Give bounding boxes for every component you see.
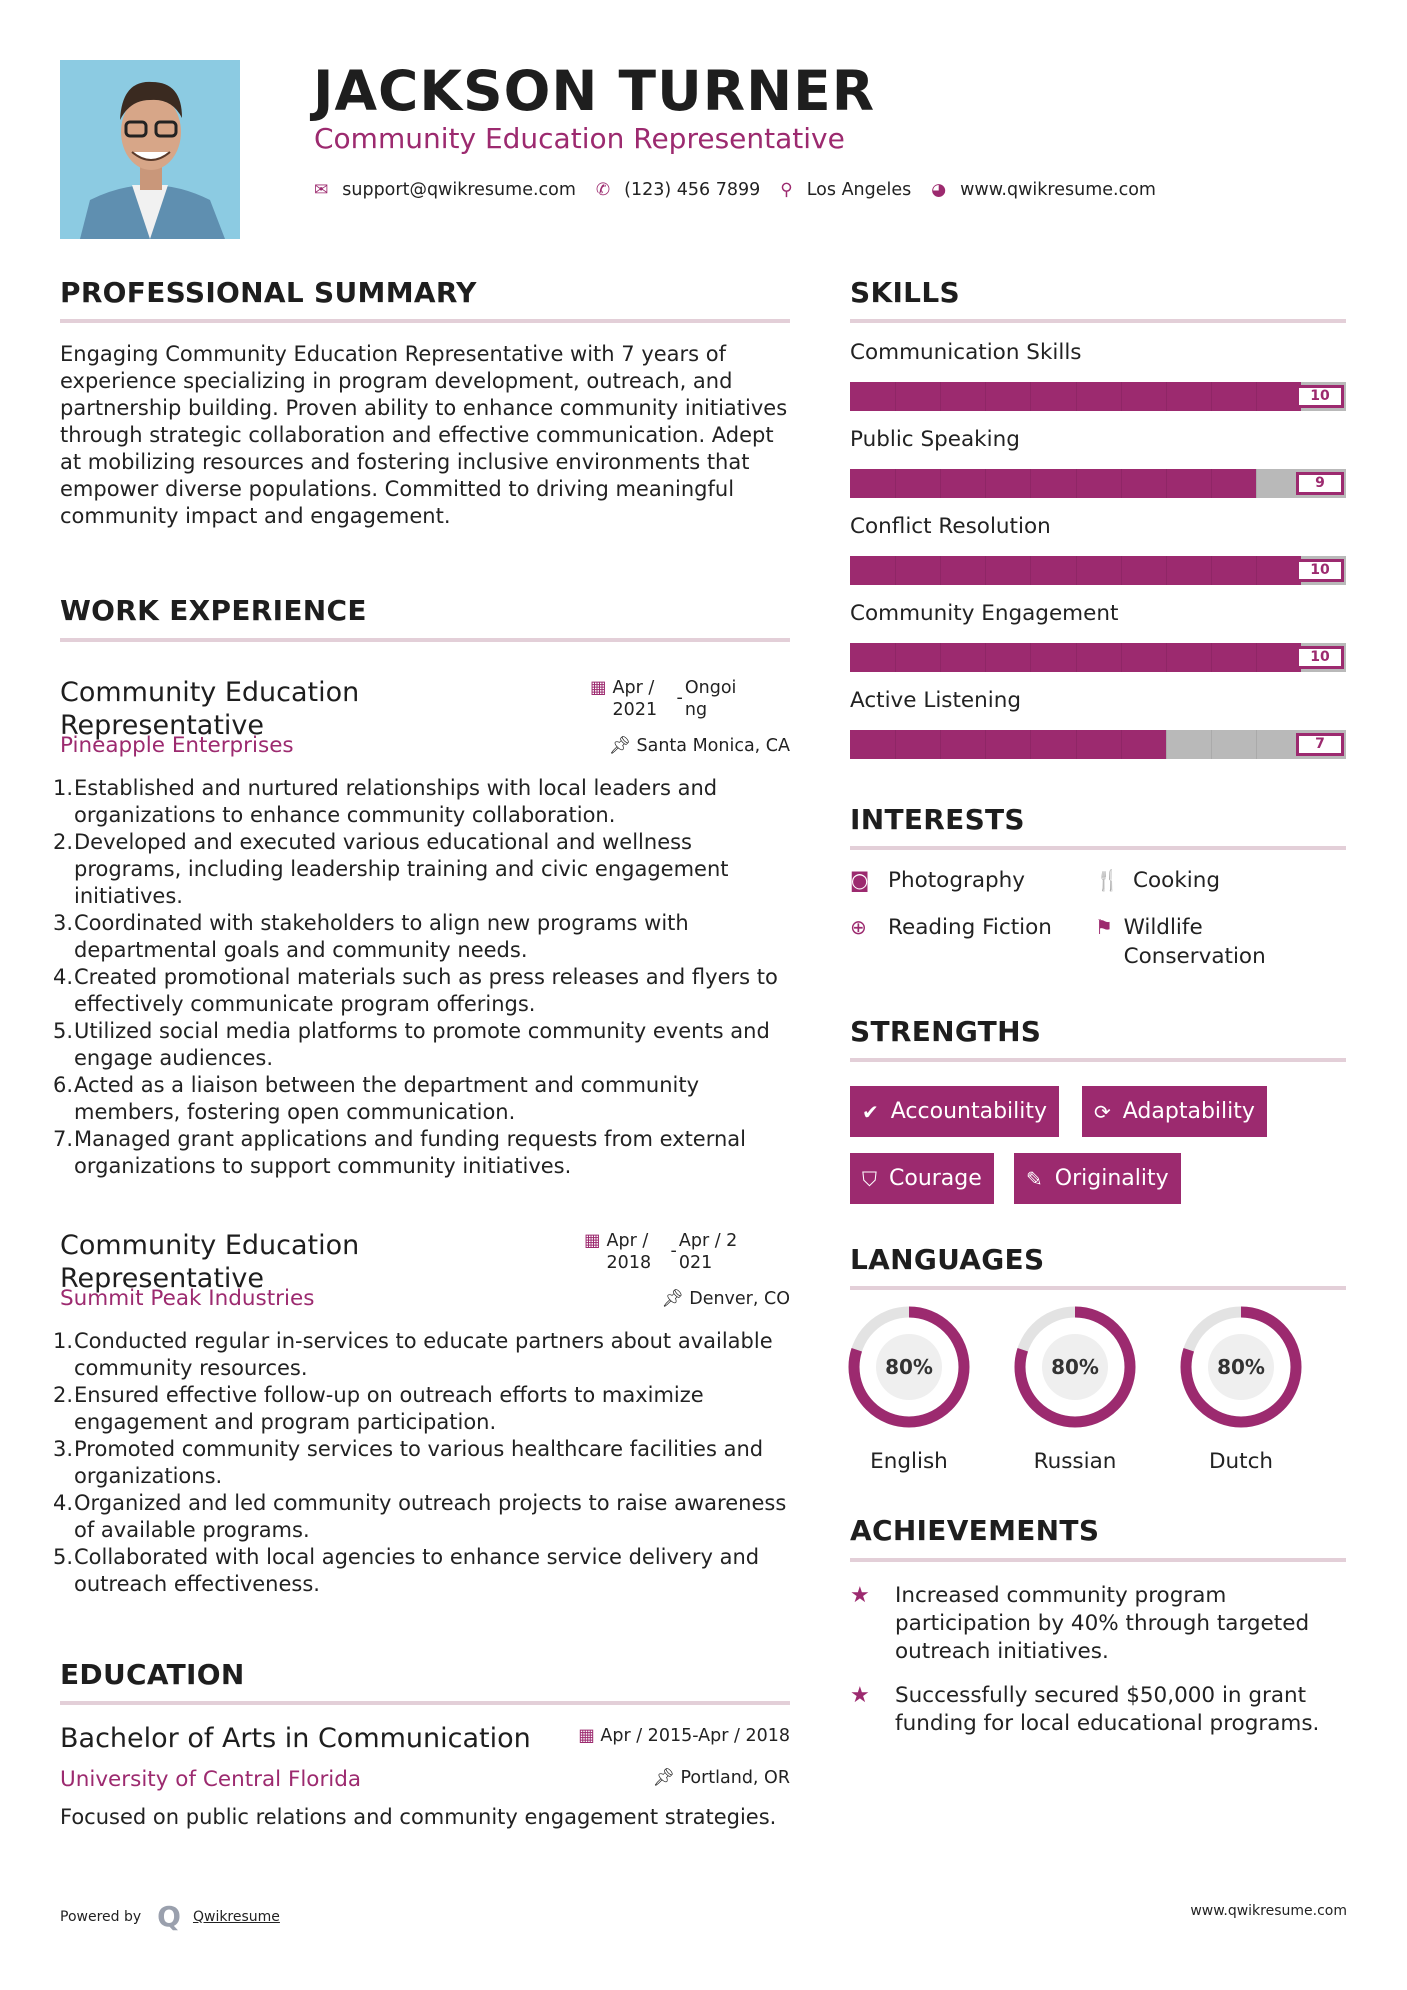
language-percent: 80%: [1051, 1355, 1099, 1379]
job-responsibilities: [55, 1328, 795, 1598]
section-divider: [850, 1286, 1346, 1290]
list-item: Created promotional materials such as press releases and flyers to effectively communicate program offerings.: [74, 965, 778, 1016]
skill-bar-segment: [1211, 469, 1212, 498]
skill-bar: [850, 469, 1346, 498]
qwikresume-logo-icon: Q: [157, 1900, 181, 1933]
interests-heading: INTERESTS: [850, 803, 1025, 836]
skill-value: 10: [1296, 646, 1344, 669]
skill-bar-segment: [1076, 556, 1077, 585]
skill-bar-segment: [1166, 469, 1167, 498]
skill-bar-segment: [895, 730, 896, 759]
interest-label: Reading Fiction: [888, 915, 1052, 940]
skill-label: Public Speaking: [850, 427, 1020, 452]
skill-bar-segment: [1256, 469, 1257, 498]
interest-item: [1095, 913, 1295, 971]
shield-icon: ⛉: [862, 1166, 877, 1191]
interest-item: [850, 913, 1090, 942]
list-item: Utilized social media platforms to promote community events and engage audiences.: [74, 1019, 770, 1070]
skill-label: Conflict Resolution: [850, 514, 1051, 539]
language-label: Dutch: [1208, 1449, 1274, 1474]
interest-item: [1095, 866, 1295, 895]
interest-item: [850, 866, 1090, 895]
education-dates-text: Apr / 2015-Apr / 2018: [600, 1726, 790, 1746]
skill-bar-segment: [985, 643, 986, 672]
check-circle-icon: ✔: [862, 1099, 879, 1124]
list-item: Promoted community services to various healthcare facilities and organizations.: [74, 1437, 764, 1488]
skill-bar-segment: [1076, 643, 1077, 672]
skill-bar-fill: [850, 469, 1256, 498]
pushpin-icon: 📌︎: [652, 1768, 681, 1788]
strength-chip: [1014, 1153, 1181, 1204]
list-item: Acted as a liaison between the department and community members, fostering open communication.: [74, 1073, 700, 1124]
list-item: Conducted regular in-services to educate partners about available community resources.: [74, 1329, 773, 1380]
date-end: Ongoing: [684, 678, 737, 720]
skill-bar-segment: [1166, 556, 1167, 585]
job-dates: [584, 1230, 739, 1274]
refresh-icon: ⟳: [1094, 1099, 1111, 1124]
star-icon: ★: [850, 1583, 870, 1608]
skill-bar: [850, 556, 1346, 585]
language-percent: 80%: [885, 1355, 933, 1379]
skill-value: 7: [1296, 733, 1344, 756]
skill-bar-segment: [1030, 643, 1031, 672]
skill-bar-segment: [940, 469, 941, 498]
skill-bar-segment: [895, 469, 896, 498]
language-item: [1000, 1305, 1150, 1474]
pushpin-icon: 📌︎: [608, 736, 637, 756]
skill-bar-segment: [895, 382, 896, 411]
achievement-text: Successfully secured $50,000 in grant funding for local educational programs.: [895, 1683, 1320, 1736]
skill-bar-segment: [1076, 469, 1077, 498]
language-percent: 80%: [1217, 1355, 1265, 1379]
utensils-icon: 🍴: [1095, 868, 1120, 892]
degree-title: Bachelor of Arts in Communication: [60, 1723, 531, 1754]
list-item: Developed and executed various educational and wellness programs, including leadership training and civic engagement initiatives.: [74, 830, 729, 908]
interest-label: Wildlife Conservation: [1123, 915, 1266, 969]
envelope-icon: ✉: [314, 180, 329, 200]
language-label: Russian: [1033, 1449, 1117, 1474]
skill-bar-segment: [985, 382, 986, 411]
strength-label: Courage: [889, 1166, 982, 1191]
skill-bar-segment: [1121, 730, 1122, 759]
map-marker-icon: ⚲: [780, 180, 793, 200]
date-start: Apr / 2018: [606, 1231, 652, 1273]
footer-powered-by: [60, 1900, 280, 1933]
skill-label: Communication Skills: [850, 340, 1082, 365]
section-divider: [60, 319, 790, 323]
skill-bar: [850, 382, 1346, 411]
candidate-role: Community Education Representative: [314, 122, 845, 155]
skill-bar: [850, 643, 1346, 672]
company-name: Pineapple Enterprises: [60, 733, 294, 758]
skill-bar-segment: [1166, 382, 1167, 411]
globe-icon: ◕: [931, 180, 947, 200]
job-title: Community Education Representative: [60, 677, 360, 741]
contact-item[interactable]: (123) 456 7899: [624, 180, 761, 200]
interest-label: Photography: [888, 868, 1025, 893]
skill-bar-segment: [1030, 469, 1031, 498]
phone-icon: ✆: [595, 180, 611, 200]
section-divider: [60, 1701, 790, 1705]
skill-bar-segment: [985, 556, 986, 585]
skill-bar-segment: [940, 730, 941, 759]
calendar-icon: ▦: [590, 678, 607, 698]
skill-bar-segment: [1121, 643, 1122, 672]
section-divider: [850, 1058, 1346, 1062]
profile-photo: [60, 60, 240, 239]
skill-bar-segment: [940, 556, 941, 585]
skill-bar-segment: [895, 556, 896, 585]
skill-bar-segment: [985, 730, 986, 759]
achievement-item: [850, 1682, 1346, 1738]
skill-bar-segment: [1121, 382, 1122, 411]
skill-value: 10: [1296, 385, 1344, 408]
achievement-item: [850, 1582, 1346, 1666]
skill-bar-segment: [1256, 382, 1257, 411]
strength-label: Originality: [1054, 1166, 1169, 1191]
date-separator: -: [670, 1241, 677, 1261]
strength-chip: [850, 1086, 1059, 1137]
job-dates: [590, 677, 745, 721]
list-item: Coordinated with stakeholders to align new programs with departmental goals and community needs.: [74, 911, 689, 962]
skill-bar-segment: [1256, 643, 1257, 672]
section-divider: [850, 1558, 1346, 1562]
education-location: [653, 1768, 790, 1788]
camera-icon: ◙: [850, 868, 870, 892]
education-heading: EDUCATION: [60, 1658, 245, 1691]
list-item: Established and nurtured relationships with local leaders and organizations to enhance community collaboration.: [74, 776, 718, 827]
job-location: [609, 736, 790, 756]
section-divider: [850, 319, 1346, 323]
interest-label: Cooking: [1133, 868, 1221, 893]
company-name: Summit Peak Industries: [60, 1286, 315, 1311]
language-item: [834, 1305, 984, 1474]
contact-item[interactable]: support@qwikresume.com: [342, 180, 576, 200]
skill-bar-fill: [850, 730, 1166, 759]
skill-bar-segment: [895, 643, 896, 672]
date-end: Apr / 2021: [678, 1231, 738, 1273]
skill-bar-segment: [940, 643, 941, 672]
job-location-text: Denver, CO: [689, 1289, 790, 1309]
star-icon: ★: [850, 1683, 870, 1708]
pushpin-icon: 📌︎: [661, 1289, 690, 1309]
section-divider: [60, 638, 790, 642]
date-start: Apr / 2021: [612, 678, 658, 720]
language-label: English: [870, 1449, 948, 1474]
strength-chip: [850, 1153, 994, 1204]
skill-bar-segment: [1030, 730, 1031, 759]
summary-text: Engaging Community Education Representative with 7 years of experience specializing in program development, outreach, and partnership building. Proven ability to enhance community initiatives through strategic collaboration and effective communication. Adept at mobilizing resources and fostering inclusive environments that empower diverse populations. Committed to driving meaningful community impact and engagement.: [60, 342, 788, 528]
language-donut: [1179, 1305, 1303, 1429]
candidate-name: JACKSON TURNER: [313, 59, 876, 123]
skill-label: Active Listening: [850, 688, 1022, 713]
footer-website[interactable]: www.qwikresume.com: [1190, 1903, 1347, 1919]
paw-icon: ⚑: [1095, 915, 1113, 939]
contact-item[interactable]: Los Angeles: [806, 180, 912, 200]
languages-heading: LANGUAGES: [850, 1243, 1045, 1276]
skill-bar-segment: [1256, 556, 1257, 585]
job-location-text: Santa Monica, CA: [636, 736, 790, 756]
language-donut: [847, 1305, 971, 1429]
skill-bar-segment: [1211, 730, 1212, 759]
education-location-text: Portland, OR: [680, 1768, 790, 1788]
skill-bar-segment: [1030, 382, 1031, 411]
gamepad-icon: ⊕: [850, 915, 867, 939]
language-item: [1166, 1305, 1316, 1474]
list-item: Collaborated with local agencies to enhance service delivery and outreach effectiveness.: [74, 1545, 760, 1596]
list-item: Organized and led community outreach projects to raise awareness of available programs.: [74, 1491, 787, 1542]
list-item: Managed grant applications and funding requests from external organizations to support community initiatives.: [74, 1127, 746, 1178]
job-title: Community Education Representative: [60, 1230, 360, 1294]
job-responsibilities: [55, 775, 795, 1180]
skill-bar: [850, 730, 1346, 759]
job-location: [661, 1289, 790, 1309]
calendar-icon: ▦: [578, 1726, 601, 1746]
achievements-heading: ACHIEVEMENTS: [850, 1514, 1100, 1547]
strength-label: Accountability: [890, 1099, 1048, 1124]
list-item: Ensured effective follow-up on outreach efforts to maximize engagement and program participation.: [74, 1383, 704, 1434]
experience-heading: WORK EXPERIENCE: [60, 594, 367, 627]
skill-bar-segment: [985, 469, 986, 498]
contact-item[interactable]: www.qwikresume.com: [960, 180, 1156, 200]
skill-bar-segment: [1211, 382, 1212, 411]
language-donut: [1013, 1305, 1137, 1429]
skill-bar-segment: [1256, 730, 1257, 759]
strength-label: Adaptability: [1122, 1099, 1255, 1124]
education-dates: [578, 1726, 790, 1746]
skill-value: 10: [1296, 559, 1344, 582]
section-divider: [850, 846, 1346, 850]
skill-label: Community Engagement: [850, 601, 1119, 626]
calendar-icon: ▦: [584, 1231, 601, 1251]
skill-bar-segment: [1030, 556, 1031, 585]
pencil-icon: ✎: [1026, 1166, 1043, 1191]
skill-bar-segment: [1076, 730, 1077, 759]
skill-bar-segment: [1211, 556, 1212, 585]
powered-by-label: Powered by: [60, 1908, 142, 1925]
skill-bar-segment: [1211, 643, 1212, 672]
skills-heading: SKILLS: [850, 276, 960, 309]
school-name: University of Central Florida: [60, 1767, 362, 1792]
contact-bar: [314, 180, 1176, 200]
strength-chip: [1082, 1086, 1267, 1137]
skill-value: 9: [1296, 472, 1344, 495]
achievement-text: Increased community program participation by 40% through targeted outreach initiatives.: [895, 1583, 1310, 1664]
skill-bar-segment: [1121, 469, 1122, 498]
skill-bar-segment: [1166, 730, 1167, 759]
skill-bar-segment: [940, 382, 941, 411]
skill-bar-segment: [1166, 643, 1167, 672]
qwikresume-link[interactable]: Qwikresume: [192, 1908, 280, 1925]
date-separator: -: [676, 688, 683, 708]
skill-bar-segment: [1076, 382, 1077, 411]
education-description: Focused on public relations and community engagement strategies.: [60, 1805, 777, 1829]
skill-bar-segment: [1121, 556, 1122, 585]
summary-heading: PROFESSIONAL SUMMARY: [60, 276, 477, 309]
strengths-heading: STRENGTHS: [850, 1015, 1042, 1048]
